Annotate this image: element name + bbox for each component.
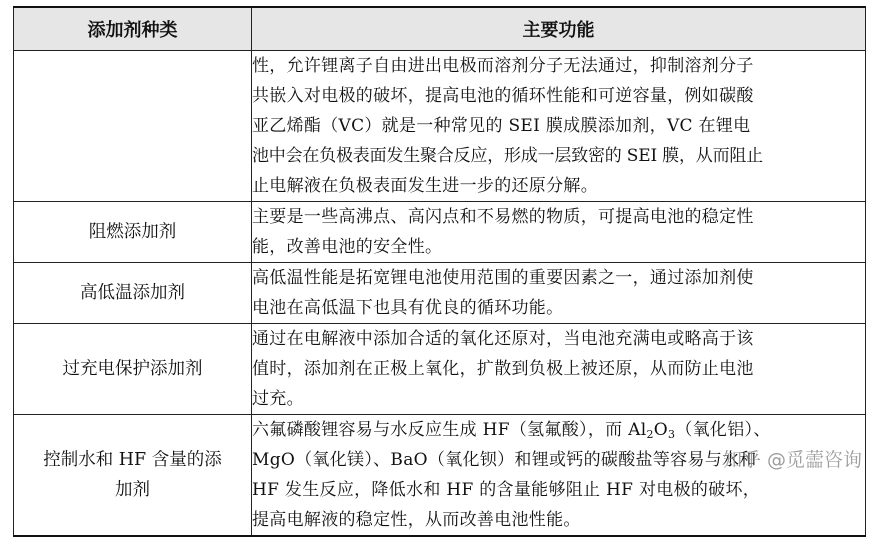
header-kind: 添加剂种类 <box>14 7 252 51</box>
function-line: 止电解液在负极表面发生进一步的还原分解。 <box>252 176 598 196</box>
function-line: 电池在高低温下也具有优良的循环功能。 <box>252 298 564 318</box>
row-function-cell <box>252 263 866 324</box>
function-line: HF 发生反应，降低水和 HF 的含量能够阻止 HF 对电极的破坏， <box>252 480 761 500</box>
table-row <box>14 51 866 202</box>
function-line: 能，改善电池的安全性。 <box>252 237 443 257</box>
row-kind-cell <box>14 415 252 537</box>
function-text: O <box>653 420 669 440</box>
subscript: 3 <box>668 428 676 441</box>
header-function: 主要功能 <box>252 7 866 51</box>
table-row <box>14 324 866 415</box>
table-row <box>14 202 866 263</box>
function-line: MgO（氧化镁）、BaO（氧化钡）和锂或钙的碳酸盐等容易与水和 <box>252 450 757 470</box>
row-function-cell <box>252 202 866 263</box>
function-line: 主要是一些高沸点、高闪点和不易燃的物质，可提高电池的稳定性 <box>252 207 754 227</box>
function-text: 六氟磷酸锂容易与水反应生成 HF（氢氟酸），而 Al <box>252 420 647 440</box>
function-line: 提高电解液的稳定性，从而改善电池性能。 <box>252 510 581 530</box>
kind-line: 加剂 <box>115 480 150 500</box>
function-line: 亚乙烯酯（VC）就是一种常见的 SEI 膜成膜添加剂，VC 在锂电 <box>252 116 751 136</box>
row-function-cell <box>252 324 866 415</box>
function-line <box>252 415 865 445</box>
table-row <box>14 415 866 537</box>
row-kind-cell <box>14 51 252 202</box>
function-text: （氧化铝）、 <box>675 420 771 440</box>
function-line: 共嵌入对电极的破坏，提高电池的循环性能和可逆容量，例如碳酸 <box>252 86 754 106</box>
row-kind-cell: 高低温添加剂 <box>14 263 252 324</box>
function-line: 通过在电解液中添加合适的氧化还原对，当电池充满电或略高于该 <box>252 329 754 349</box>
row-kind-cell: 阻燃添加剂 <box>14 202 252 263</box>
zhihu-watermark: 知乎 @觅蘦咨询 <box>722 449 862 471</box>
function-line: 池中会在负极表面发生聚合反应，形成一层致密的 SEI 膜，从而阻止 <box>252 146 763 166</box>
table-header-row <box>14 7 866 51</box>
row-function-cell <box>252 51 866 202</box>
table-row <box>14 263 866 324</box>
function-line: 值时，添加剂在正极上氧化，扩散到负极上被还原，从而防止电池 <box>252 359 754 379</box>
row-function-cell <box>252 415 866 537</box>
function-line: 性，允许锂离子自由进出电极而溶剂分子无法通过，抑制溶剂分子 <box>252 56 754 76</box>
function-line: 高低温性能是拓宽锂电池使用范围的重要因素之一，通过添加剂使 <box>252 268 754 288</box>
row-kind-cell: 过充电保护添加剂 <box>14 324 252 415</box>
kind-line: 控制水和 HF 含量的添 <box>43 450 222 470</box>
function-line: 过充。 <box>252 389 304 409</box>
subscript: 2 <box>646 428 654 441</box>
